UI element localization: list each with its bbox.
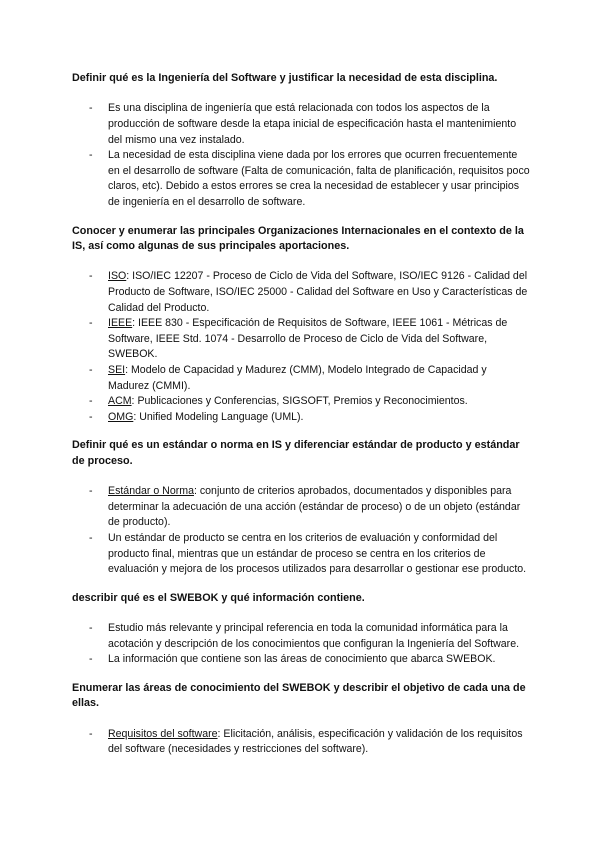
document-content — [72, 71, 530, 771]
section-list-4 — [72, 621, 530, 668]
list-item: - ACM: Publicaciones y Conferencias, SIGSOFT, Premios y Reconocimientos. — [89, 395, 468, 408]
list-item: - Estudio más relevante y principal referencia en toda la comunidad informática para la acotación y descripción de los conocimientos que configuran la Ingeniería del Software. — [89, 622, 520, 650]
list-item: - La necesidad de esta disciplina viene dada por los errores que ocurren frecuentemente en el desarrollo de software (Falta de comunicación, falta de planificación, requisitos poco claros, etc). Debido a estos errores se crea la necesidad de establecer y usar principios de ingeniería en el desarrollo de software. — [89, 149, 530, 208]
section-heading-1: Definir qué es la Ingeniería del Software y justificar la necesidad de esta disciplina. — [72, 72, 498, 84]
list-item: - Requisitos del software: Elicitación, análisis, especificación y validación de los requisitos del software (necesidades y restricciones del software). — [89, 727, 523, 756]
term-ieee: IEEE — [108, 317, 133, 330]
term-sei: SEI — [108, 363, 126, 376]
term-estandar: Estándar o Norma — [108, 485, 194, 498]
list-item: - OMG: Unified Modeling Language (UML). — [89, 410, 304, 423]
list-item: - La información que contiene son las áreas de conocimiento que abarca SWEBOK. — [89, 653, 496, 666]
section-heading-4: describir qué es el SWEBOK y qué información contiene. — [72, 591, 365, 604]
term-acm: ACM — [108, 395, 132, 408]
list-item: - Es una disciplina de ingeniería que está relacionada con todos los aspectos de la producción de software desde la etapa inicial de especificación hasta el mantenimiento del mismo una vez instalado. — [89, 102, 517, 146]
section-heading-3: Definir qué es un estándar o norma en IS y diferenciar estándar de producto y estándar de proceso. — [72, 439, 520, 467]
section-list-2 — [72, 269, 530, 425]
section-heading-2: Conocer y enumerar las principales Organizaciones Internacionales en el contexto de la IS, así como algunas de sus principales aportaciones. — [72, 224, 524, 252]
section-list-3 — [72, 484, 530, 578]
term-iso: ISO — [108, 270, 127, 283]
list-item: - IEEE: IEEE 830 - Especificación de Requisitos de Software, IEEE 1061 - Métricas de Software, IEEE Std. 1074 - Desarrollo de Proceso de Ciclo de Vida del Software, SWEBOK. — [89, 317, 508, 361]
term-requisitos: Requisitos del software — [108, 727, 218, 740]
list-item: - Estándar o Norma: conjunto de criterios aprobados, documentados y disponibles para determinar la adecuación de una acción (estándar de proceso) o de un objeto (estándar de producto). — [89, 485, 521, 529]
section-list-1 — [72, 101, 530, 210]
list-item: - SEI: Modelo de Capacidad y Madurez (CMM), Modelo Integrado de Capacidad y Madurez (CMMI). — [89, 363, 487, 392]
term-omg: OMG — [108, 410, 134, 423]
section-list-5 — [72, 727, 530, 758]
section-heading-5: Enumerar las áreas de conocimiento del SWEBOK y describir el objetivo de cada una de ellas. — [72, 681, 526, 710]
list-item: - Un estándar de producto se centra en los criterios de evaluación y conformidad del producto final, mientras que un estándar de proceso se centra en los criterios de evaluación y mejora de los procesos utilizados para desarrollar o gestionar ese producto. — [89, 531, 527, 576]
list-item: - ISO: ISO/IEC 12207 - Proceso de Ciclo de Vida del Software, ISO/IEC 9126 - Calidad del Producto de Software, ISO/IEC 25000 - Calidad del Software en Uso y Características de Calidad del Producto. — [89, 270, 528, 314]
